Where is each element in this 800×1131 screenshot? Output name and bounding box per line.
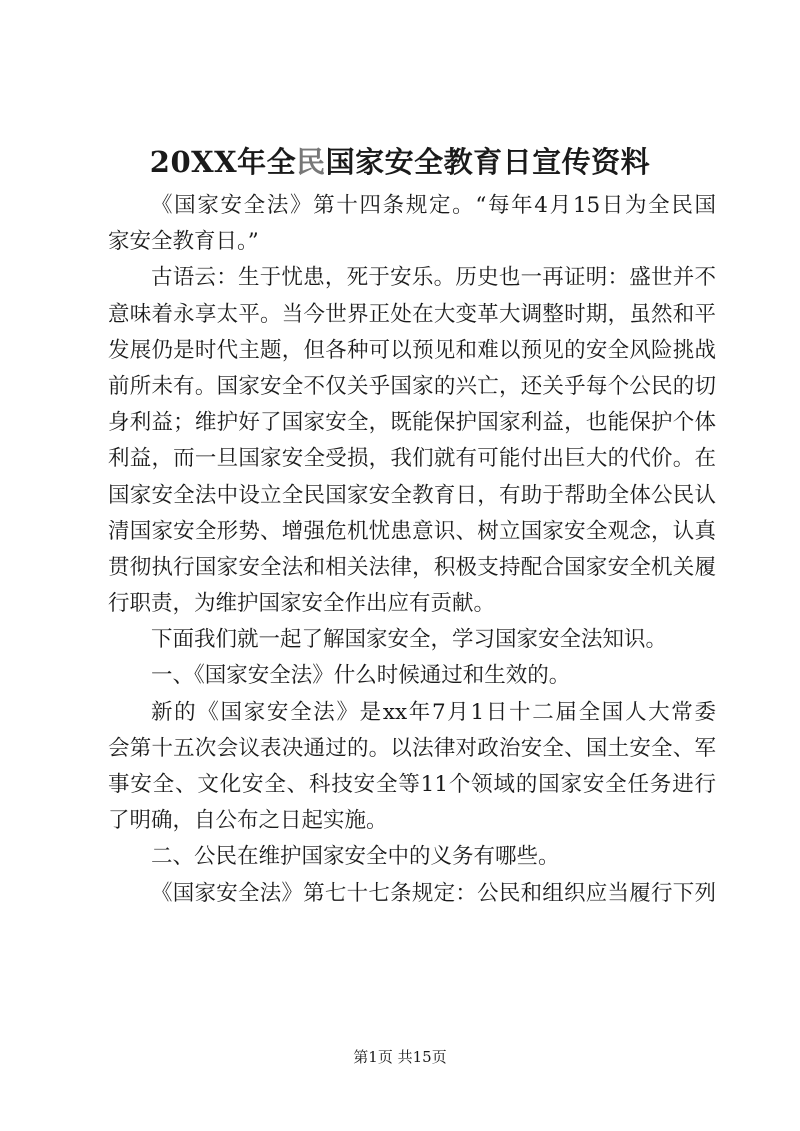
title-part-2: 国家安全教育日宣传资料 — [325, 145, 651, 179]
page-number-label: 第1页 共15页 — [353, 1048, 447, 1066]
text-line: 《国家安全法》第十四条规定。“每年4月15日为全民国 — [151, 193, 716, 218]
text-line: 新的《国家安全法》是xx年7月1日十二届全国人大常委 — [151, 699, 716, 725]
text-line: 清国家安全形势、增强危机忧患意识、树立国家安全观念，认真 — [108, 518, 716, 544]
document-title — [0, 140, 800, 181]
text-line: 二、公民在维护国家安全中的义务有哪些。 — [151, 844, 560, 870]
title-part-1: 20XX年全 — [149, 145, 297, 179]
text-line: 一、《国家安全法》什么时候通过和生效的。 — [151, 663, 571, 689]
page-footer — [0, 1046, 800, 1067]
document-body — [108, 188, 716, 912]
text-line: 身利益；维护好了国家安全，既能保护国家利益，也能保护个体 — [108, 410, 716, 436]
title-accent-char: 民 — [296, 145, 326, 179]
text-line: 意味着永享太平。当今世界正处在大变革大调整时期，虽然和平 — [108, 301, 716, 327]
text-line: 发展仍是时代主题，但各种可以预见和难以预见的安全风险挑战 — [108, 337, 716, 363]
text-line: 行职责，为维护国家安全作出应有贡献。 — [108, 591, 496, 617]
text-line: 事安全、文化安全、科技安全等11个领域的国家安全任务进行 — [108, 772, 716, 797]
text-line: 会第十五次会议表决通过的。以法律对政治安全、国土安全、军 — [108, 735, 716, 761]
text-line: 《国家安全法》第七十七条规定：公民和组织应当履行下列 — [151, 880, 716, 906]
text-line: 贯彻执行国家安全法和相关法律，积极支持配合国家安全机关履 — [108, 554, 716, 580]
text-line: 了明确，自公布之日起实施。 — [108, 808, 388, 834]
text-line: 古语云：生于忧患，死于安乐。历史也一再证明：盛世并不 — [151, 265, 716, 291]
text-line: 家安全教育日。” — [108, 229, 259, 255]
text-line: 前所未有。国家安全不仅关乎国家的兴亡，还关乎每个公民的切 — [108, 373, 716, 399]
text-line: 国家安全法中设立全民国家安全教育日，有助于帮助全体公民认 — [108, 482, 716, 508]
text-line: 利益，而一旦国家安全受损，我们就有可能付出巨大的代价。在 — [108, 446, 716, 472]
text-line: 下面我们就一起了解国家安全，学习国家安全法知识。 — [151, 627, 668, 653]
